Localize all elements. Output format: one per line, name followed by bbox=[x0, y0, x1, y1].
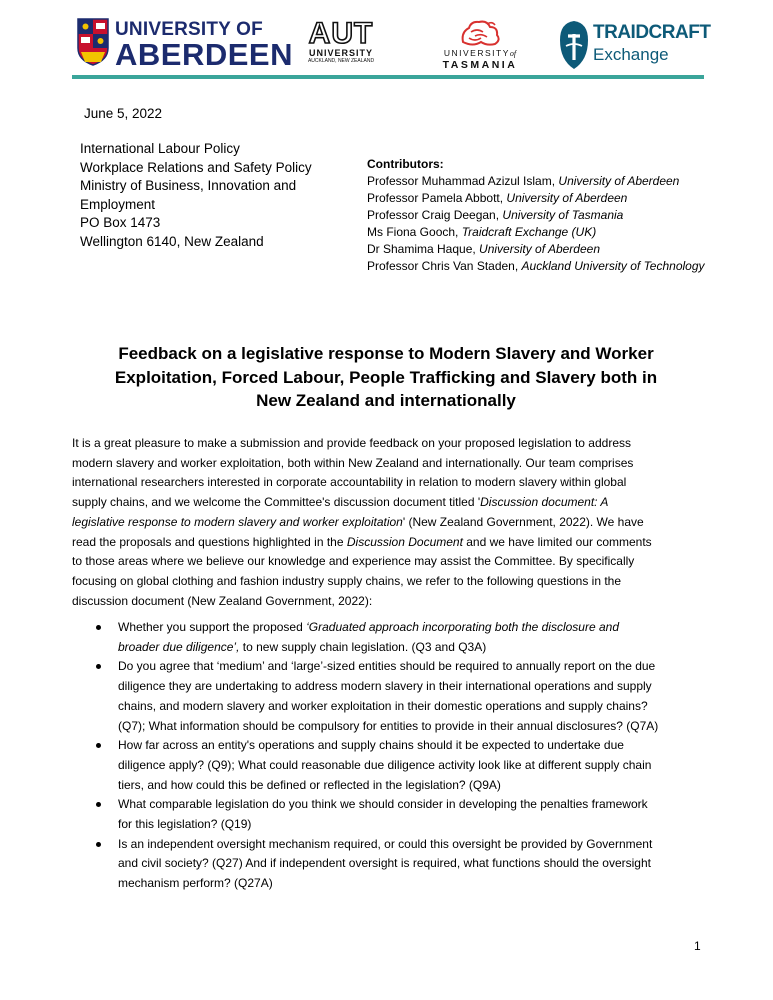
intro-paragraph bbox=[72, 434, 704, 611]
paragraph-line bbox=[72, 493, 704, 513]
aberdeen-crest-icon bbox=[77, 18, 109, 66]
logo-bar bbox=[77, 14, 711, 76]
bullet-icon bbox=[96, 842, 101, 847]
address-line: Workplace Relations and Safety Policy bbox=[80, 159, 312, 175]
contributor-name: Ms Fiona Gooch, bbox=[367, 225, 462, 239]
recipient-address bbox=[80, 140, 312, 251]
text-run: ' (New Zealand Government, 2022). We have bbox=[402, 514, 644, 529]
contributor-name: Professor Chris Van Staden, bbox=[367, 259, 522, 273]
list-item-line bbox=[118, 638, 704, 658]
list-item bbox=[72, 736, 704, 795]
list-item-line: What comparable legislation do you think we should consider in developing the penalties framework bbox=[118, 797, 648, 812]
bullet-icon bbox=[96, 625, 101, 630]
text-run: read the proposals and questions highlighted in the bbox=[72, 534, 347, 549]
bullet-icon bbox=[96, 802, 101, 807]
list-item-line: Do you agree that ‘medium’ and ‘large’-sized entities should be required to annually report on the due bbox=[118, 659, 656, 674]
bullet-icon bbox=[96, 664, 101, 669]
contributor bbox=[367, 224, 705, 241]
text-run: supply chains, and we welcome the Committee's discussion document titled ' bbox=[72, 495, 481, 510]
list-item bbox=[72, 657, 704, 736]
document-title bbox=[72, 342, 700, 413]
paragraph-line: focusing on global clothing and fashion industry supply chains, we refer to the following questions in the bbox=[72, 573, 622, 588]
contributor-affiliation: University of Aberdeen bbox=[558, 174, 680, 188]
address-line: Ministry of Business, Innovation and bbox=[80, 178, 297, 193]
header-rule bbox=[72, 75, 704, 79]
contributor bbox=[367, 241, 705, 258]
tasmania-lion-icon bbox=[457, 18, 503, 48]
contributor-affiliation: University of Aberdeen bbox=[506, 191, 628, 205]
university-of-aberdeen-logo bbox=[77, 18, 293, 74]
contributor-affiliation: Auckland University of Technology bbox=[521, 259, 705, 273]
text-run: Whether you support the proposed bbox=[118, 620, 307, 634]
list-item-line: diligence they are undertaking to address modern slavery in their international operations and supply bbox=[118, 679, 652, 694]
text-run: and we have limited our comments bbox=[462, 534, 652, 549]
text-run-italic: Discussion Document bbox=[346, 534, 463, 549]
list-item-line: (Q7); What information should be compulsory for entities to provide in their annual disclosures? (Q7A) bbox=[118, 718, 659, 733]
contributor-affiliation: Traidcraft Exchange (UK) bbox=[461, 225, 597, 239]
paragraph-line: international researchers interested in corporate accountability in relation to modern slavery within global bbox=[72, 475, 627, 490]
traidcraft-mark-icon bbox=[559, 20, 589, 70]
list-item-line bbox=[118, 618, 704, 638]
aberdeen-logo-line1: UNIVERSITY OF bbox=[115, 19, 263, 40]
list-item-line: chains, and modern slavery and worker exploitation in their domestic operations and supply chains? bbox=[118, 698, 648, 713]
aberdeen-logo-line2: ABERDEEN bbox=[115, 37, 293, 72]
list-item-line: Is an independent oversight mechanism required, or could this oversight be provided by Government bbox=[118, 836, 653, 851]
paragraph-line: to those areas where we believe our knowledge and experience may assist the Committee. By specifically bbox=[72, 554, 635, 569]
paragraph-line: discussion document (New Zealand Government, 2022): bbox=[72, 593, 373, 608]
traidcraft-logo-line1: TRAIDCRAFT bbox=[593, 22, 711, 43]
contributor-name: Professor Pamela Abbott, bbox=[367, 191, 507, 205]
address-line: International Labour Policy bbox=[80, 141, 240, 156]
letter-date: June 5, 2022 bbox=[84, 106, 163, 121]
contributor-name: Dr Shamima Haque, bbox=[367, 242, 480, 256]
list-item bbox=[72, 795, 704, 834]
list-item bbox=[72, 835, 704, 894]
university-of-tasmania-logo bbox=[435, 18, 525, 74]
title-line: Exploitation, Forced Labour, People Trafficking and Slavery both in bbox=[114, 367, 658, 387]
address-line: PO Box 1473 bbox=[80, 215, 161, 230]
paragraph-line bbox=[72, 513, 704, 533]
address-line: Employment bbox=[80, 196, 156, 212]
address-line: Wellington 6140, New Zealand bbox=[80, 233, 264, 249]
aut-logo-university: UNIVERSITY bbox=[308, 48, 373, 58]
tasmania-logo-of: of bbox=[509, 49, 517, 58]
tasmania-logo-line2: TASMANIA bbox=[442, 59, 518, 71]
aut-university-logo bbox=[305, 17, 377, 70]
paragraph-line: modern slavery and worker exploitation, both within New Zealand and internationally. Our team comprises bbox=[72, 455, 634, 470]
contributors-list bbox=[367, 156, 705, 275]
title-line: Feedback on a legislative response to Modern Slavery and Worker bbox=[118, 344, 654, 363]
contributor-name: Professor Muhammad Azizul Islam, bbox=[367, 174, 559, 188]
bullet-icon bbox=[96, 743, 101, 748]
list-item-line: diligence apply? (Q9); What could reasonable due diligence activity look like at different supply chain bbox=[118, 757, 652, 772]
paragraph-line bbox=[72, 533, 704, 553]
page-number: 1 bbox=[694, 939, 701, 953]
contributor bbox=[367, 258, 705, 275]
contributors-heading: Contributors: bbox=[367, 157, 444, 171]
text-run: to new supply chain legislation. (Q3 and Q3A) bbox=[239, 639, 487, 654]
text-run-italic: ‘Graduated approach incorporating both the disclosure and bbox=[306, 620, 619, 634]
text-run-italic: legislative response to modern slavery and worker exploitation bbox=[72, 514, 403, 529]
contributor-affiliation: University of Aberdeen bbox=[479, 242, 600, 256]
list-item-line: for this legislation? (Q19) bbox=[118, 817, 252, 832]
list-item bbox=[72, 618, 704, 657]
contributor bbox=[367, 173, 705, 190]
title-line: New Zealand and internationally bbox=[256, 391, 516, 410]
text-run-italic: broader due diligence’, bbox=[118, 639, 240, 654]
tasmania-logo-line1 bbox=[435, 48, 525, 59]
paragraph-line: It is a great pleasure to make a submission and provide feedback on your proposed legislation to address bbox=[72, 436, 631, 450]
text-run-italic: Discussion document: A bbox=[480, 495, 609, 510]
list-item-line: How far across an entity's operations and supply chains should it be expected to undertake due bbox=[118, 738, 624, 753]
list-item-line: tiers, and how could this be defined or reflected in the legislation? (Q9A) bbox=[118, 777, 501, 792]
contributor bbox=[367, 207, 705, 224]
questions-list bbox=[72, 618, 704, 894]
list-item-line: and civil society? (Q27) And if independent oversight is required, what functions should the oversight bbox=[118, 856, 651, 871]
list-item-line: mechanism perform? (Q27A) bbox=[118, 876, 273, 891]
traidcraft-logo-line2: Exchange bbox=[593, 45, 669, 64]
contributor-name: Professor Craig Deegan, bbox=[367, 208, 503, 222]
aut-logo-letters: AUT bbox=[308, 17, 374, 50]
contributor-affiliation: University of Tasmania bbox=[502, 208, 624, 222]
contributor bbox=[367, 190, 705, 207]
traidcraft-exchange-logo bbox=[559, 20, 711, 72]
aut-logo-location: AUCKLAND, NEW ZEALAND bbox=[307, 58, 375, 64]
tasmania-logo-university: UNIVERSITY bbox=[443, 48, 510, 58]
